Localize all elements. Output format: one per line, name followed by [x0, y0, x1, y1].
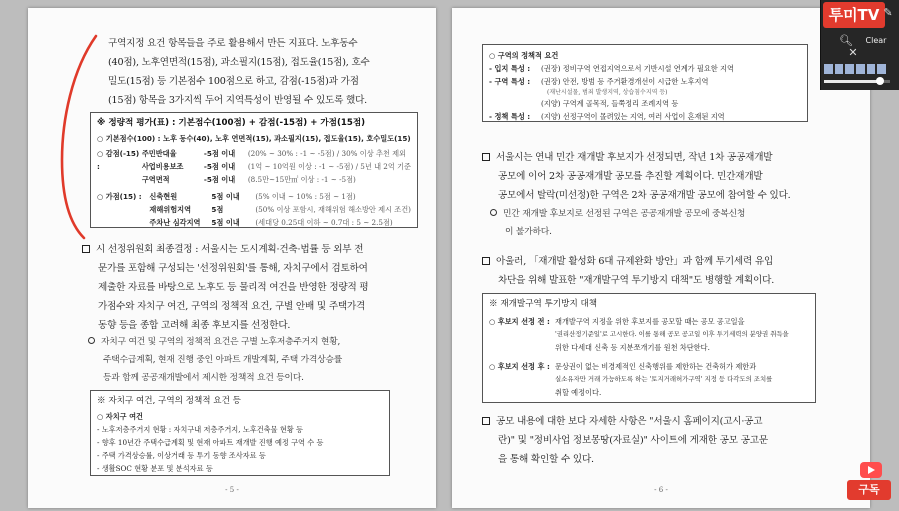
spec-block-title: ○ 후보지 선정 후 :	[489, 362, 550, 371]
palette-swatch[interactable]	[877, 64, 886, 74]
policy-row-text: (재난시설물, 범죄 발생지역, 상습침수지역 등)	[547, 89, 668, 96]
score-row-note: (8.5만~15만㎡ 이상 : -1 ~ -5점)	[247, 175, 356, 184]
score-row	[149, 190, 411, 203]
palette-swatch[interactable]	[867, 64, 876, 74]
anti-speculation-header: ※ 재개발구역 투기방지 대책	[489, 299, 598, 309]
score-deduct-label: ○ 감점(-15) :	[97, 149, 140, 171]
checkbox-square-icon	[82, 245, 90, 253]
palette-swatch[interactable]	[835, 64, 844, 74]
contact-paragraph	[482, 412, 834, 469]
page-6	[452, 8, 870, 508]
committee-paragraph	[82, 240, 428, 335]
policy-row	[489, 88, 801, 97]
score-row-name: 신축현원	[149, 192, 178, 201]
policy-row	[489, 62, 801, 75]
score-row-score: -5점 이내	[203, 162, 236, 171]
spec-line: 위한 다세대 신축 등 지분쪼개기를 원천 차단한다.	[555, 343, 710, 352]
text-line: 시 선정위원회 최종결정 : 서울시는 도시계획·건축·법률 등 외부 전	[82, 240, 428, 259]
score-deduct-group	[97, 147, 411, 186]
text-line: 주택수급계획, 현재 진행 중인 아파트 개발계획, 주택 가격상승률	[103, 355, 343, 365]
district-sub-paragraph	[88, 333, 428, 387]
text-line: 자치구 여건 및 구역의 정책적 요건은 구별 노후저층주거지 현황,	[88, 333, 428, 351]
pen-icon[interactable]: ✎	[883, 6, 893, 19]
text-line: 공모 내용에 대한 보다 자세한 사항은 "서울시 홈페이지(고시·공고	[482, 412, 834, 431]
text-line: 가점수와 자치구 여건, 구역의 정책적 요건, 구별 안배 및 주택가격	[98, 301, 366, 312]
score-row-name: 구역면적	[141, 175, 170, 184]
text-line: 구역지정 요건 항목들을 주로 활용해서 만든 지표다. 노후동수	[108, 38, 358, 49]
score-row-note: (20% ~ 30% : -1 ~ -5점) / 30% 이상 추천 제외	[247, 149, 407, 158]
channel-logo: 투미TV	[823, 2, 885, 28]
anti-speculation-box	[482, 293, 816, 403]
spec-line: 실소유자만 거래 가능하도록 하는 '토지거래허가구역' 지정 등 다각도의 조치를	[555, 375, 773, 383]
spec-block	[489, 360, 809, 399]
score-row-note: (세대당 0.25대 이하 ~ 0.7대 : 5 ~ 2.5점)	[255, 218, 393, 227]
score-bonus-group	[97, 190, 411, 229]
policy-row-text: (지양) 선정구역이 몰려있는 지역, 여러 사업이 혼재된 지역	[541, 112, 725, 121]
text-line: 제출한 자료를 바탕으로 노후도 등 물리적 여건을 반영한 정량적 평	[98, 282, 369, 293]
policy-row	[489, 110, 801, 123]
youtube-icon	[860, 462, 882, 478]
district-conditions-box	[90, 390, 390, 476]
text-line: 밀도(15점) 등 기본점수 100점으로 하고, 감점(-15점)과 가점	[108, 76, 359, 87]
text-line: 문가를 포함해 구성되는 '선정위원회'를 통해, 자치구에서 검토하여	[98, 263, 368, 274]
clear-button[interactable]: Clear	[865, 36, 887, 45]
score-table-header: ※ 정량적 평가(표) : 기본점수(100점) + 감점(-15점) + 가점(15점)	[97, 118, 366, 128]
score-row	[149, 216, 411, 229]
palette-swatch[interactable]	[845, 64, 854, 74]
score-row-note: (50% 이상 포함시, 재해위험 해소방안 제시 조건)	[255, 205, 411, 214]
score-row-note: (5% 이내 ~ 10% : 5점 ~ 1점)	[255, 192, 356, 201]
text-line: 등과 함께 공공재개발에서 제시한 정책적 요건 등이다.	[103, 373, 304, 383]
text-line: 민간 재개발 후보지로 선정된 구역은 공공재개발 공모에 중복신청	[490, 205, 830, 223]
text-line: 이 불가하다.	[505, 227, 552, 237]
district-box-header: ※ 자치구 여건, 구역의 정책적 요건 등	[97, 396, 241, 406]
color-palette[interactable]	[824, 64, 886, 74]
text-line: 차단을 위해 발표한 "재개발구역 투기방지 대책"도 병행할 계획이다.	[498, 275, 775, 286]
score-row-score: 5점	[211, 205, 224, 214]
pen-size-slider[interactable]	[824, 80, 890, 83]
policy-row-label: - 구역 특성 :	[489, 77, 531, 86]
intro-paragraph	[108, 34, 428, 110]
checkbox-square-icon	[482, 417, 490, 425]
score-row	[142, 147, 411, 160]
list-item: - 노후저층주거지 현황 : 자치구내 저층주거지, 노후건축물 현황 등	[97, 425, 303, 434]
page-number: - 5 -	[225, 486, 239, 494]
score-bonus-label: ○ 가점(15) :	[97, 192, 142, 201]
score-row-score: 5점 이내	[211, 218, 240, 227]
score-row-score: 5점 이내	[211, 192, 240, 201]
policy-row-label: - 입지 특성 :	[489, 64, 531, 73]
policy-row	[489, 75, 801, 88]
text-line: 서울시는 연내 민간 재개발 후보지가 선정되면, 작년 1차 공공재개발	[482, 148, 834, 167]
page-number: - 6 -	[654, 486, 668, 494]
policy-conditions-box	[482, 44, 808, 122]
second-round-paragraph	[482, 148, 834, 205]
score-row	[149, 203, 411, 216]
spec-line: 취할 예정이다.	[555, 388, 602, 397]
subscribe-button[interactable]: 구독	[847, 480, 891, 500]
score-row-name: 주차난 심각지역	[149, 218, 201, 227]
score-row	[142, 160, 411, 173]
policy-row-text: (권장) 안전, 방범 등 주거환경개선이 시급한 노후지역	[541, 77, 709, 86]
palette-swatch[interactable]	[824, 64, 833, 74]
policy-row	[489, 97, 801, 110]
duplicate-note-paragraph	[490, 205, 830, 241]
policy-row-text: (권장) 정비구역 연접지역으로서 기반시설 연계가 필요한 지역	[541, 64, 734, 73]
list-item: - 주택 가격상승률, 이상거래 등 투기 동향 조사자료 등	[97, 451, 266, 460]
spec-line: 문상권이 없는 비경제적인 신축행위를 제한하는 건축허가 제한과	[555, 362, 757, 371]
district-box-title: ○ 자치구 여건	[97, 412, 143, 421]
spec-block-title: ○ 후보지 선정 전 :	[489, 317, 550, 326]
checkbox-square-icon	[482, 153, 490, 161]
search-icon[interactable]: 🔍︎	[839, 34, 853, 47]
text-line: (40점), 노후연면적(15점), 과소필지(15점), 접도율(15점), 호수	[108, 57, 370, 68]
spec-block	[489, 315, 809, 354]
text-line: 공모에 이어 2차 공공재개발 공모를 추진할 계획이다. 민간재개발	[498, 171, 763, 182]
spec-line: '권리산정기준일'로 고시한다. 이를 통해 공모 공고일 이후 투기세력의 분양권 취득을	[555, 330, 789, 338]
text-line: 동향 등을 종합 고려해 최종 후보지를 선정한다.	[98, 320, 291, 331]
text-line: 란)" 및 "정비사업 정보몽땅(자료실)" 사이트에 게재한 공모 공고문	[498, 435, 768, 446]
score-table-box	[90, 112, 418, 228]
speculation-paragraph	[482, 252, 834, 290]
text-line: 아울러, 「재개발 활성화 6대 규제완화 방안」과 함께 투기세력 유입	[482, 252, 834, 271]
policy-box-title: ○ 구역의 정책적 요건	[489, 51, 559, 60]
policy-row-label: - 정책 특성 :	[489, 112, 531, 121]
text-line: 을 통해 확인할 수 있다.	[498, 454, 594, 465]
checkbox-square-icon	[482, 257, 490, 265]
score-row-name: 주민반대율	[141, 149, 177, 158]
list-item: - 향후 10년간 주택수급계획 및 현재 아파트 재개발 진행 예정 구역 수 등	[97, 438, 324, 447]
slider-fill	[824, 80, 880, 83]
text-line: (15점) 항목을 3가지씩 두어 지역특성이 반영될 수 있도록 했다.	[108, 95, 367, 106]
policy-row-text: (지양) 구역계 골목적, 들쭉정리 조례지역 등	[541, 99, 679, 108]
score-row-name: 재해위험지역	[149, 205, 192, 214]
score-row-score: -5점 이내	[203, 175, 236, 184]
list-item: - 생활SOC 현황 분포 및 분석자료 등	[97, 464, 213, 473]
score-basic-row: ○ 기본점수(100) : 노후 동수(40), 노후 연면적(15), 과소필지(15), 접도율(15), 호수밀도(15)	[97, 134, 411, 143]
close-icon[interactable]: ✕	[848, 46, 858, 59]
circle-bullet-icon	[88, 337, 95, 344]
spec-line: 재개발구역 지정을 위한 후보지를 공모할 때는 공모 공고일을	[555, 317, 745, 326]
score-row-name: 사업비용보조	[141, 162, 184, 171]
circle-bullet-icon	[490, 209, 497, 216]
score-row-score: -5점 이내	[203, 149, 236, 158]
text-line: 공모에서 탈락(미선정)한 구역은 2차 공공재개발 공모에 참여할 수 있다.	[498, 190, 791, 201]
page-5	[28, 8, 436, 508]
score-row-note: (1억 ~ 10억원 이상 : -1 ~ -5점) / 5년 내 2억 기준	[247, 162, 411, 171]
palette-swatch[interactable]	[856, 64, 865, 74]
score-row	[142, 173, 411, 186]
